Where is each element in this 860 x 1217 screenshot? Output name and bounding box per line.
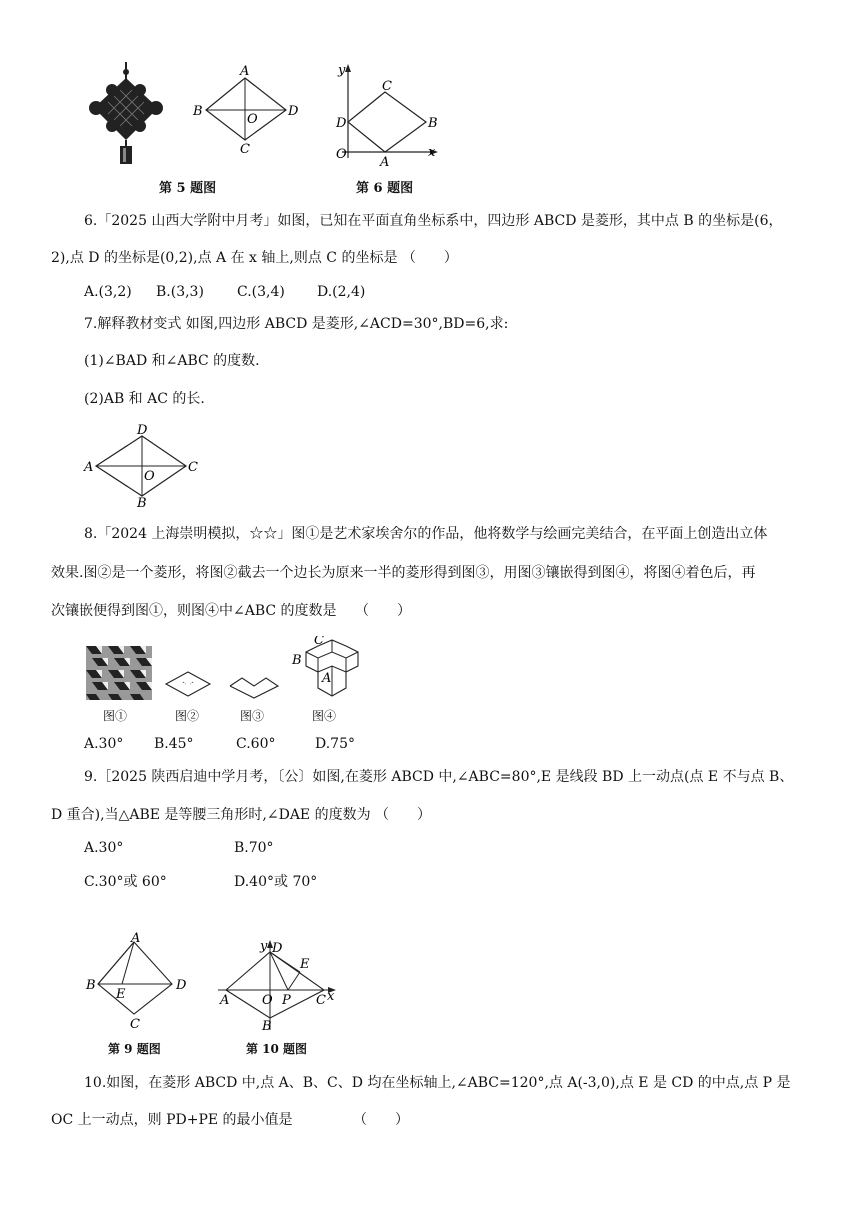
fig10-label-D: D: [272, 941, 283, 956]
caption-fig10: 第 10 题图: [246, 1042, 308, 1056]
fig9-label-D: D: [176, 978, 187, 993]
q8-option-b: B.45°: [154, 736, 194, 752]
q6-option-a: A.(3,2): [84, 284, 132, 300]
fig6-label-A: A: [380, 155, 390, 168]
q7-part2: (2)AB 和 AC 的长.: [84, 391, 205, 407]
q8-caption-4: 图④: [312, 709, 337, 723]
q6-line1: 6.「2025 山西大学附中月考」如图，已知在平面直角坐标系中，四边形 ABCD 是菱形，其中点 B 的坐标是(6，: [84, 213, 783, 229]
fig6-label-y: y: [338, 63, 346, 78]
fig6-label-B: B: [428, 116, 438, 131]
fig5-label-O: O: [247, 112, 258, 127]
figure-5-knot: [84, 60, 168, 170]
q6-line2: 2),点 D 的坐标是(0,2),点 A 在 x 轴上,则点 C 的坐标是 （ ）: [51, 250, 458, 266]
figure-8-escher-pattern: [86, 646, 152, 700]
q7-part1: (1)∠BAD 和∠ABC 的度数.: [84, 353, 260, 369]
fig8-label-B: B: [292, 653, 302, 668]
fig8-label-C: C: [314, 636, 324, 648]
fig10-label-x: x: [327, 989, 335, 1004]
fig6-label-O: O: [336, 147, 347, 162]
figure-7-rhombus: [80, 424, 210, 508]
fig6-label-D: D: [336, 116, 347, 131]
q7-line1: 7.解释教材变式 如图,四边形 ABCD 是菱形,∠ACD=30°,BD=6,求:: [84, 316, 509, 332]
fig9-label-C: C: [130, 1017, 140, 1032]
fig9-label-A: A: [131, 932, 141, 946]
caption-fig9: 第 9 题图: [108, 1042, 161, 1056]
figure-8-shape-3: [228, 674, 280, 700]
q9-option-a: A.30°: [84, 840, 124, 856]
fig9-label-B: B: [86, 978, 96, 993]
q8-caption-3: 图③: [240, 709, 265, 723]
figure-8-tessellation-4: [288, 636, 368, 704]
figure-9-rhombus: [84, 932, 194, 1032]
q6-option-b: B.(3,3): [156, 284, 204, 300]
fig10-label-B: B: [262, 1019, 272, 1034]
fig7-label-A: A: [84, 460, 94, 475]
fig9-label-E: E: [116, 987, 126, 1002]
fig7-label-B: B: [137, 496, 147, 508]
fig5-label-C: C: [240, 142, 250, 157]
q6-option-d: D.(2,4): [317, 284, 366, 300]
figure-8-rhombus-2: [163, 670, 213, 700]
fig6-label-x: x: [428, 145, 436, 160]
q8-option-a: A.30°: [84, 736, 124, 752]
figure-10-coordinate-rhombus: [212, 938, 344, 1034]
fig10-label-O: O: [262, 993, 273, 1008]
fig10-label-A: A: [220, 993, 230, 1008]
q10-line1: 10.如图，在菱形 ABCD 中,点 A、B、C、D 均在坐标轴上,∠ABC=120°,点 A(-3,0),点 E 是 CD 的中点,点 P 是: [84, 1075, 791, 1091]
q8-line2: 效果.图②是一个菱形，将图②截去一个边长为原来一半的菱形得到图③，用图③镶嵌得到图④，将图④着色后，再: [51, 565, 756, 581]
fig5-label-B: B: [193, 104, 203, 119]
q6-option-c: C.(3,4): [237, 284, 285, 300]
fig5-label-D: D: [288, 104, 299, 119]
fig7-label-C: C: [188, 460, 198, 475]
caption-fig6: 第 6 题图: [356, 181, 414, 196]
q9-option-d: D.40°或 70°: [234, 874, 318, 890]
q8-option-d: D.75°: [315, 736, 355, 752]
fig5-label-A: A: [240, 64, 250, 79]
q8-option-c: C.60°: [236, 736, 276, 752]
q8-caption-2: 图②: [175, 709, 200, 723]
q9-line1: 9.［2025 陕西启迪中学月考，〔公〕如图,在菱形 ABCD 中,∠ABC=80°,E 是线段 BD 上一动点(点 E 不与点 B、: [84, 769, 794, 785]
fig8-label-A: A: [322, 671, 332, 686]
q9-option-c: C.30°或 60°: [84, 874, 167, 890]
fig6-label-C: C: [382, 79, 392, 94]
fig10-label-E: E: [300, 957, 310, 972]
q8-line1: 8.「2024 上海崇明模拟，☆☆」图①是艺术家埃舍尔的作品，他将数学与绘画完美结合，在平面上创造出立体: [84, 526, 768, 542]
figure-6-coordinate-rhombus: [330, 60, 445, 168]
q8-line3: 次镶嵌便得到图①，则图④中∠ABC 的度数是 （ ）: [51, 603, 411, 619]
q9-option-b: B.70°: [234, 840, 274, 856]
q10-line2: OC 上一动点，则 PD+PE 的最小值是 （ ）: [51, 1112, 410, 1128]
fig10-label-y: y: [260, 939, 268, 954]
fig10-label-C: C: [316, 993, 326, 1008]
figure-5-rhombus: [190, 62, 300, 158]
q9-line2: D 重合),当△ABE 是等腰三角形时,∠DAE 的度数为 （ ）: [51, 807, 432, 823]
q8-caption-1: 图①: [103, 709, 128, 723]
caption-fig5: 第 5 题图: [159, 181, 217, 196]
fig10-label-P: P: [282, 993, 291, 1008]
fig7-label-O: O: [144, 469, 155, 484]
fig7-label-D: D: [137, 424, 148, 438]
